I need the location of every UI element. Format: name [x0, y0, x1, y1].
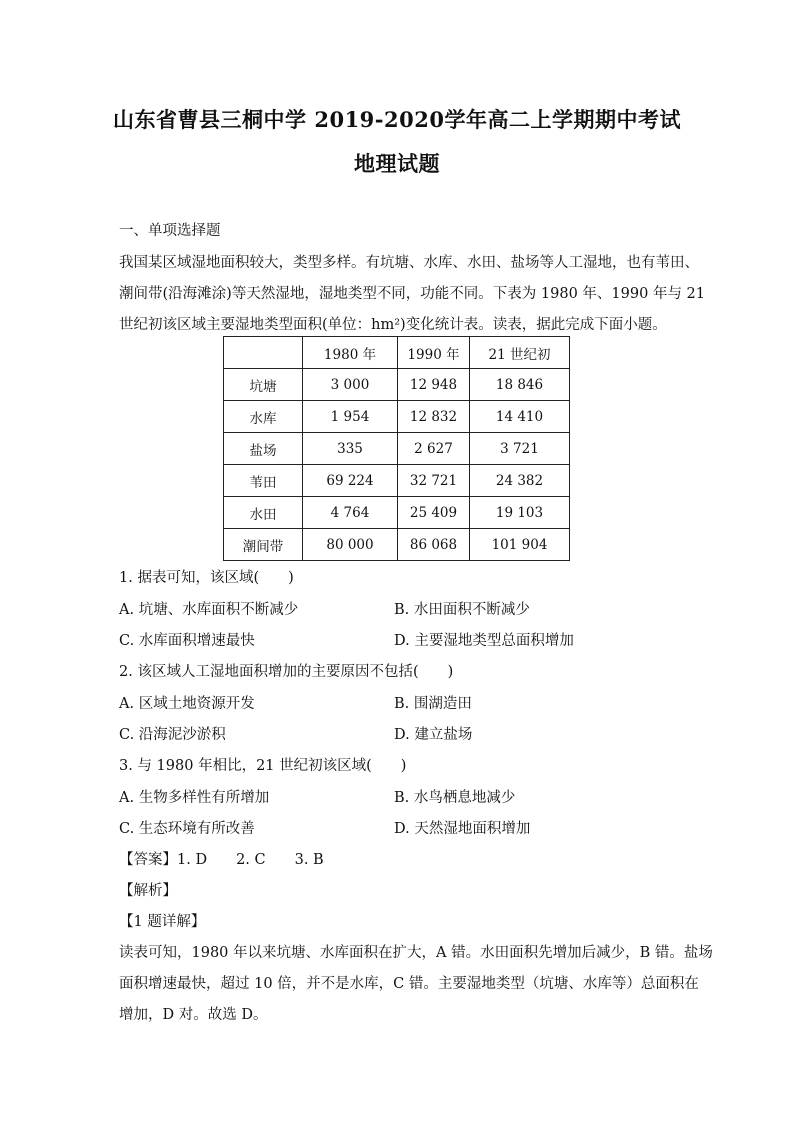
table-cell: 101 904: [470, 529, 570, 561]
table-cell: 80 000: [303, 529, 398, 561]
intro-line-2: 潮间带(沿海滩涂)等天然湿地，湿地类型不同，功能不同。下表为 1980 年、1990 年与 21: [119, 286, 706, 302]
question-3-option-d: D. 天然湿地面积增加: [394, 821, 531, 837]
table-header-cell: 1980 年: [303, 337, 398, 369]
table-cell: 盐场: [224, 433, 303, 465]
document-subtitle: 地理试题: [354, 151, 440, 176]
question-2-stem: 2. 该区域人工湿地面积增加的主要原因不包括( ): [119, 664, 454, 680]
answer-text: 1. D 2. C 3. B: [177, 852, 324, 868]
table-cell: 水田: [224, 497, 303, 529]
question-1-option-c: C. 水库面积增速最快: [119, 633, 255, 649]
answer-label: 【答案】: [119, 852, 177, 868]
table-cell: 86 068: [398, 529, 470, 561]
analysis-q1-label: 【1 题详解】: [119, 914, 206, 930]
wetland-area-table: [223, 336, 570, 561]
question-3-stem: 3. 与 1980 年相比，21 世纪初该区域( ): [119, 758, 407, 774]
table-row: [224, 497, 570, 529]
table-row: [224, 401, 570, 433]
table-cell: 25 409: [398, 497, 470, 529]
table-row: [224, 369, 570, 401]
table-cell: 4 764: [303, 497, 398, 529]
table-cell: 3 721: [470, 433, 570, 465]
analysis-q1-line-2: 面积增速最快，超过 10 倍，并不是水库，C 错。主要湿地类型（坑塘、水库等）总面积在: [119, 976, 699, 992]
table-row: [224, 529, 570, 561]
question-3-option-c: C. 生态环境有所改善: [119, 821, 255, 837]
table-cell: 潮间带: [224, 529, 303, 561]
question-1-option-b: B. 水田面积不断减少: [394, 602, 530, 618]
table-cell: 2 627: [398, 433, 470, 465]
table-row: [224, 465, 570, 497]
table-cell: 14 410: [470, 401, 570, 433]
table-cell: 24 382: [470, 465, 570, 497]
analysis-q1-line-3: 增加，D 对。故选 D。: [119, 1007, 268, 1023]
analysis-q1-line-1: 读表可知，1980 年以来坑塘、水库面积在扩大，A 错。水田面积先增加后减少，B 错。盐场: [119, 945, 713, 961]
table-cell: 18 846: [470, 369, 570, 401]
table-cell: 12 948: [398, 369, 470, 401]
table-cell: 坑塘: [224, 369, 303, 401]
table-cell: 335: [303, 433, 398, 465]
table-header-cell: [224, 337, 303, 369]
question-3-option-b: B. 水鸟栖息地减少: [394, 790, 516, 806]
table-cell: 12 832: [398, 401, 470, 433]
table-cell: 苇田: [224, 465, 303, 497]
question-2-option-b: B. 围湖造田: [394, 696, 472, 712]
intro-line-3: 世纪初该区域主要湿地类型面积(单位：hm²)变化统计表。读表，据此完成下面小题。: [119, 317, 667, 333]
table-cell: 1 954: [303, 401, 398, 433]
table-header-row: [224, 337, 570, 369]
table-row: [224, 433, 570, 465]
document-title: 山东省曹县三桐中学 2019-2020学年高二上学期期中考试: [113, 107, 681, 132]
question-1-option-a: A. 坑塘、水库面积不断减少: [119, 602, 299, 618]
analysis-label: 【解析】: [119, 883, 177, 899]
table-cell: 69 224: [303, 465, 398, 497]
section-heading: 一、单项选择题: [119, 223, 221, 239]
table-cell: 32 721: [398, 465, 470, 497]
question-1-stem: 1. 据表可知，该区域( ): [119, 570, 294, 586]
table-header-cell: 1990 年: [398, 337, 470, 369]
question-2-option-a: A. 区域土地资源开发: [119, 696, 255, 712]
question-2-option-d: D. 建立盐场: [394, 727, 473, 743]
table-cell: 3 000: [303, 369, 398, 401]
answer-line: [119, 848, 324, 869]
table-header-cell: 21 世纪初: [470, 337, 570, 369]
question-3-option-a: A. 生物多样性有所增加: [119, 790, 270, 806]
question-1-option-d: D. 主要湿地类型总面积增加: [394, 633, 574, 649]
table-cell: 19 103: [470, 497, 570, 529]
intro-line-1: 我国某区域湿地面积较大，类型多样。有坑塘、水库、水田、盐场等人工湿地，也有苇田、: [119, 255, 699, 271]
table-cell: 水库: [224, 401, 303, 433]
question-2-option-c: C. 沿海泥沙淤积: [119, 727, 226, 743]
